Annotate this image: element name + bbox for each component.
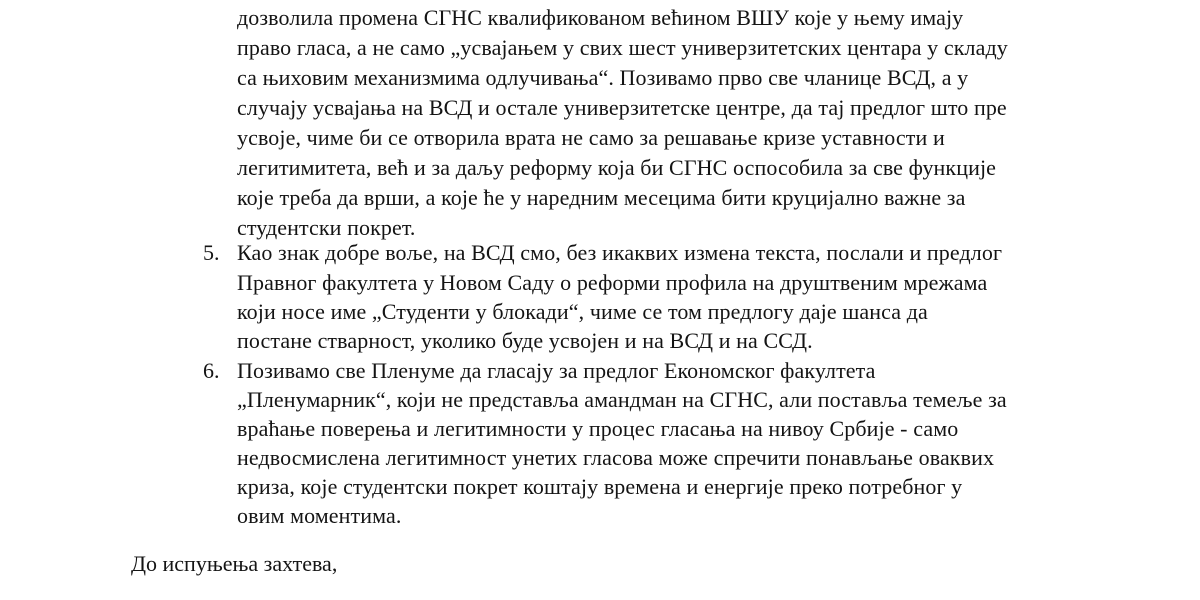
text-line: недвосмислена легитимност унетих гласова може спречити понављање оваквих xyxy=(237,445,995,470)
text-line: случају усвајања на ВСД и остале универзитетске центре, да тај предлог што пре xyxy=(237,95,1007,120)
text-line: овим моментима. xyxy=(237,503,402,528)
text-line: студентски покрет. xyxy=(237,215,416,240)
text-line: усвоје, чиме би се отворила врата не само за решавање кризе уставности и xyxy=(237,125,945,150)
text-line: дозволила промена СГНС квалификованом већином ВШУ које у њему имају xyxy=(237,5,964,30)
text-line: право гласа, а не само „усвајањем у свих шест универзитетских центара у складу xyxy=(237,35,1008,60)
text-line: Позивамо све Пленуме да гласају за предлог Економског факултета xyxy=(237,358,876,383)
text-line: које треба да врши, а које ће у наредним месецима бити круцијално важне за xyxy=(237,185,966,210)
text-line: Правног факултета у Новом Саду о реформи профила на друштвеним мрежама xyxy=(237,270,988,295)
closing-line: До испуњења захтева, xyxy=(131,551,338,576)
list-number: 5. xyxy=(203,240,220,265)
text-line: са њиховим механизмима одлучивања“. Позивамо прво све чланице ВСД, а у xyxy=(237,65,969,90)
text-line: Као знак добре воље, на ВСД смо, без икаквих измена текста, послали и предлог xyxy=(237,240,1003,265)
text-line: криза, које студентски покрет коштају времена и енергије преко потребног у xyxy=(237,474,963,499)
list-number: 6. xyxy=(203,358,220,383)
text-line: легитимитета, већ и за даљу реформу која би СГНС оспособила за све функције xyxy=(237,155,997,180)
text-line: постане стварност, уколико буде усвојен и на ВСД и на ССД. xyxy=(237,328,813,353)
text-line: „Пленумарник“, који не представља амандман на СГНС, али поставља темеље за xyxy=(237,387,1007,412)
text-line: враћање поверења и легитимности у процес гласања на нивоу Србије - само xyxy=(237,416,959,441)
text-line: који носе име „Студенти у блокади“, чиме се том предлогу даје шанса да xyxy=(237,299,928,324)
